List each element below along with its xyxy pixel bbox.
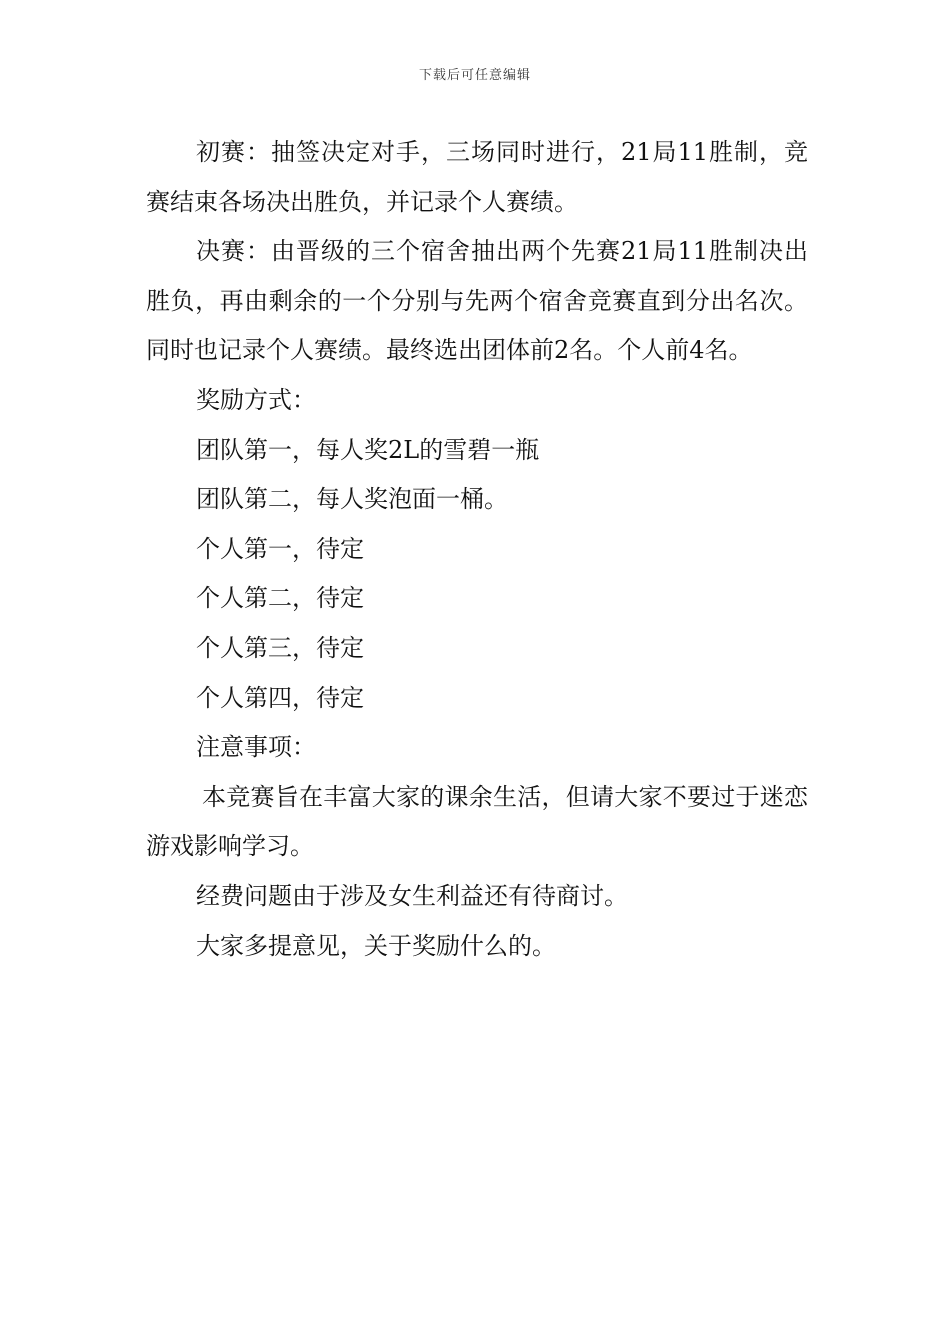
reward-team-first: 团队第一，每人奖2L的雪碧一瓶 <box>196 435 540 464</box>
paragraph-final-round: 决赛：由晋级的三个宿舍抽出两个先赛21局11胜制决出胜负，再由剩余的一个分别与先两个宿舍竞赛直到分出名次。同时也记录个人赛绩。最终选出团体前2名。个人前4名。 <box>146 237 808 365</box>
reward-individual-fourth: 个人第四，待定 <box>196 683 364 712</box>
note-purpose: 本竞赛旨在丰富大家的课余生活，但请大家不要过于迷恋游戏影响学习。 <box>146 782 808 861</box>
note-feedback: 大家多提意见，关于奖励什么的。 <box>196 931 556 960</box>
paragraph-preliminary-round: 初赛：抽签决定对手，三场同时进行，21局11胜制，竞赛结束各场决出胜负，并记录个人赛绩。 <box>146 138 808 216</box>
document-body <box>146 128 808 971</box>
rewards-heading: 奖励方式： <box>196 385 316 414</box>
reward-team-second: 团队第二，每人奖泡面一桶。 <box>196 485 508 514</box>
reward-individual-second: 个人第二，待定 <box>196 584 364 613</box>
reward-individual-first: 个人第一，待定 <box>196 534 364 563</box>
reward-individual-third: 个人第三，待定 <box>196 633 364 662</box>
notes-heading: 注意事项： <box>196 733 316 762</box>
page-header-note: 下载后可任意编辑 <box>418 68 531 83</box>
note-funding: 经费问题由于涉及女生利益还有待商讨。 <box>196 881 628 910</box>
